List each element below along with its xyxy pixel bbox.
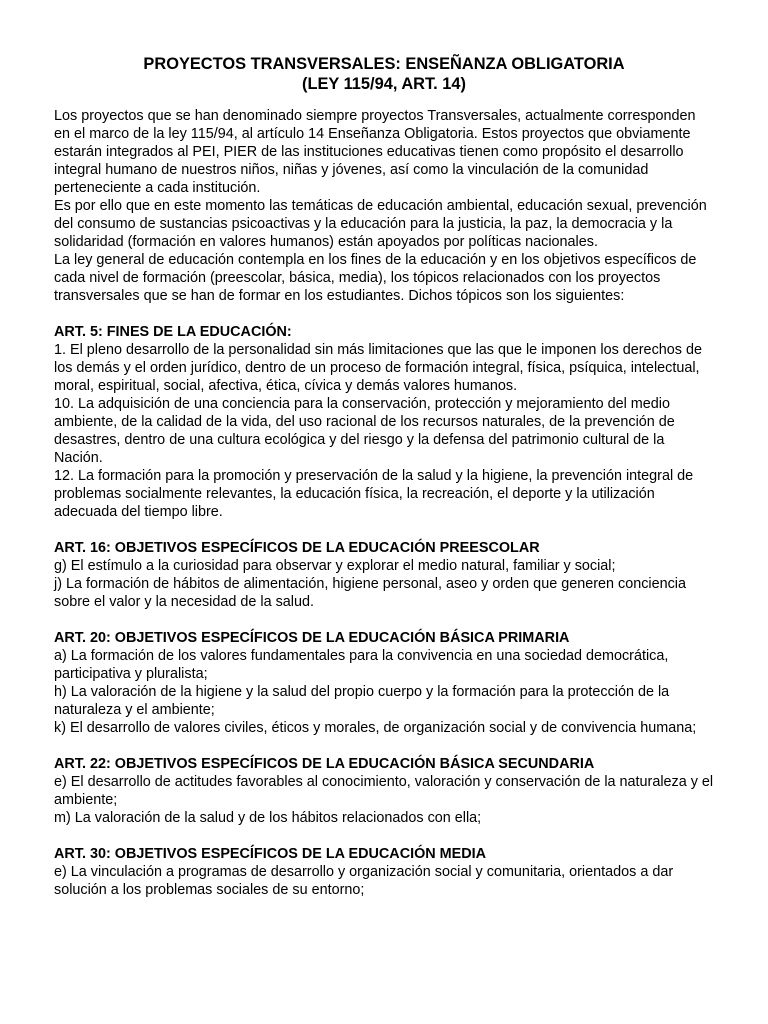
section-item: 10. La adquisición de una conciencia para la conservación, protección y mejoramiento del medio ambiente, de la calidad de la vida, del uso racional de los recursos naturales, de la prevención de desastres, dentro de una cultura ecológica y del riesgo y la defensa del patrimonio cultural de la Nación. <box>54 396 675 466</box>
section-item: j) La formación de hábitos de alimentación, higiene personal, aseo y orden que generen conciencia sobre el valor y la necesidad de la salud. <box>54 576 687 610</box>
section-item: h) La valoración de la higiene y la salud del propio cuerpo y la formación para la protección de la naturaleza y el ambiente; <box>54 684 670 718</box>
section-item: e) El desarrollo de actitudes favorables al conocimiento, valoración y conservación de la naturaleza y el ambiente; <box>54 774 714 808</box>
section-heading: ART. 30: OBJETIVOS ESPECÍFICOS DE LA EDUCACIÓN MEDIA <box>54 846 487 862</box>
section-heading: ART. 22: OBJETIVOS ESPECÍFICOS DE LA EDUCACIÓN BÁSICA SECUNDARIA <box>54 756 595 772</box>
document-title <box>54 54 714 94</box>
section-art-16 <box>54 539 714 611</box>
section-art-5 <box>54 323 714 521</box>
section-art-20 <box>54 629 714 737</box>
section-item: 12. La formación para la promoción y preservación de la salud y la higiene, la prevención integral de problemas socialmente relevantes, la educación física, la recreación, el deporte y la utilización adecuada del tiempo libre. <box>54 468 694 520</box>
section-art-30 <box>54 845 714 899</box>
section-item: m) La valoración de la salud y de los hábitos relacionados con ella; <box>54 810 482 826</box>
section-heading: ART. 20: OBJETIVOS ESPECÍFICOS DE LA EDUCACIÓN BÁSICA PRIMARIA <box>54 630 570 646</box>
intro-paragraph: Los proyectos que se han denominado siempre proyectos Transversales, actualmente corresponden en el marco de la ley 115/94, al artículo 14 Enseñanza Obligatoria. Estos proyectos que obviamente estarán integrados al PEI, PIER de las instituciones educativas tienen como propósito el desarrollo integral humano de nuestros niños, niñas y jóvenes, así como la vinculación de la comunidad perteneciente a cada institución. <box>54 108 696 196</box>
intro-paragraph: La ley general de educación contempla en los fines de la educación y en los objetivos específicos de cada nivel de formación (preescolar, básica, media), los tópicos relacionados con los proyectos transversales que se han de formar en los estudiantes. Dichos tópicos son los siguientes: <box>54 252 697 304</box>
section-item: a) La formación de los valores fundamentales para la convivencia en una sociedad democrática, participativa y pluralista; <box>54 648 669 682</box>
section-heading: ART. 16: OBJETIVOS ESPECÍFICOS DE LA EDUCACIÓN PREESCOLAR <box>54 540 540 556</box>
section-item: k) El desarrollo de valores civiles, éticos y morales, de organización social y de convivencia humana; <box>54 720 697 736</box>
section-heading: ART. 5: FINES DE LA EDUCACIÓN: <box>54 324 292 340</box>
title-line-2: (LEY 115/94, ART. 14) <box>302 75 466 93</box>
intro-text <box>54 107 714 305</box>
section-item: 1. El pleno desarrollo de la personalidad sin más limitaciones que las que le imponen los derechos de los demás y el orden jurídico, dentro de un proceso de formación integral, física, psíquica, intelectual, moral, espiritual, social, afectiva, ética, cívica y demás valores humanos. <box>54 342 702 394</box>
section-item: g) El estímulo a la curiosidad para observar y explorar el medio natural, familiar y social; <box>54 558 616 574</box>
section-art-22 <box>54 755 714 827</box>
title-line-1: PROYECTOS TRANSVERSALES: ENSEÑANZA OBLIGATORIA <box>143 55 625 73</box>
section-item: e) La vinculación a programas de desarrollo y organización social y comunitaria, orientados a dar solución a los problemas sociales de su entorno; <box>54 864 674 898</box>
intro-paragraph: Es por ello que en este momento las temáticas de educación ambiental, educación sexual, prevención del consumo de sustancias psicoactivas y la educación para la justicia, la paz, la democracia y la solidaridad (formación en valores humanos) están apoyados por políticas nacionales. <box>54 198 707 250</box>
